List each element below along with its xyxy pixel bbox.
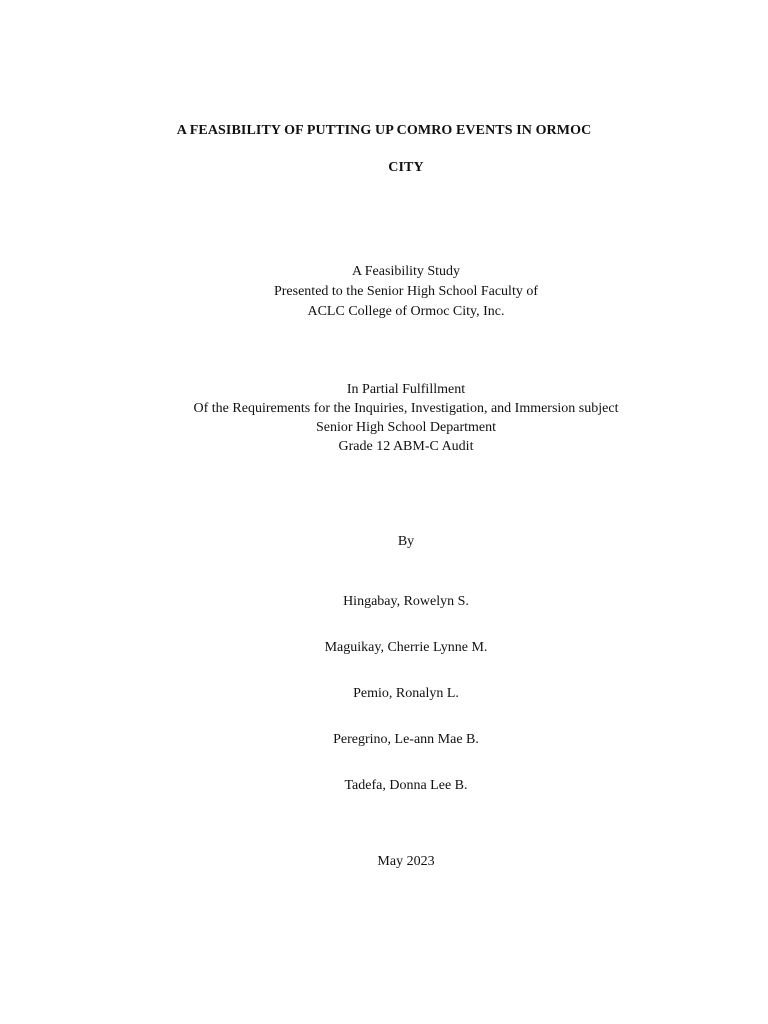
department-name: Senior High School Department [315,420,497,435]
by-label: By [397,534,415,549]
author-name: Peregrino, Le-ann Mae B. [333,732,479,747]
grade-section: Grade 12 ABM-C Audit [338,439,474,454]
author-name: Tadefa, Donna Lee B. [344,778,468,793]
document-title-line-2: CITY [388,160,424,175]
study-type: A Feasibility Study [351,264,461,279]
document-title-line-1: A FEASIBILITY OF PUTTING UP COMRO EVENTS IN ORMOC [176,123,592,138]
submission-date: May 2023 [377,854,435,869]
requirements-subject: Of the Requirements for the Inquiries, Investigation, and Immersion subject [193,401,619,416]
presented-to: Presented to the Senior High School Faculty of [273,284,539,299]
author-name: Hingabay, Rowelyn S. [343,594,469,609]
author-name: Maguikay, Cherrie Lynne M. [324,640,488,655]
author-name: Pemio, Ronalyn L. [353,686,459,701]
fulfillment-heading: In Partial Fulfillment [346,382,466,397]
institution-name: ACLC College of Ormoc City, Inc. [307,304,505,319]
